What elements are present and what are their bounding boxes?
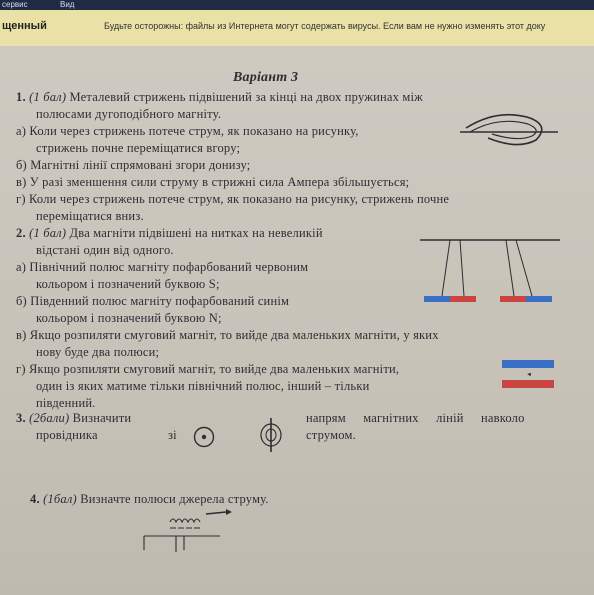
q3-points: (2бали) <box>29 411 70 425</box>
q4-number: 4. <box>30 492 40 506</box>
q3-text-right2: струмом. <box>306 428 356 442</box>
q2-text: Два магніти підвішені на нитках на невеликій <box>69 226 323 240</box>
horseshoe-magnet <box>466 115 542 145</box>
q2-number: 2. <box>16 226 26 240</box>
current-dot-icon <box>191 424 217 450</box>
q2-text-cont: відстані один від одного. <box>36 243 174 257</box>
q2-option-c: в) Якщо розпиляти смуговий магніт, то вийде два маленьких магніти, у яких <box>16 328 439 342</box>
q1-points: (1 бал) <box>29 90 67 104</box>
protected-view-label: щенный <box>2 20 47 32</box>
q2-option-d-cont: один із яких матиме тільки північний полюс, інший – тільки <box>36 379 370 393</box>
horseshoe-magnet-figure <box>458 112 568 152</box>
q3-text-left3: зі <box>168 428 177 442</box>
protected-view-message: Будьте осторожны: файлы из Интернета могут содержать вирусы. Если вам не нужно изменять этот доку <box>104 21 546 31</box>
q2-option-a-cont: кольором і позначений буквою S; <box>36 277 220 291</box>
magnet-right-red <box>500 296 526 302</box>
compass-needle <box>206 512 226 514</box>
q3-text-right: напрям магнітних ліній навколо <box>306 411 525 425</box>
q1-line1 <box>16 90 423 105</box>
q2-points: (1 бал) <box>29 226 67 240</box>
q1-option-a-cont: стрижень почне переміщатися вгору; <box>36 141 241 155</box>
q1-option-d-cont: переміщатися вниз. <box>36 209 144 223</box>
suspended-magnets-figure <box>420 238 560 308</box>
q2-option-d-cont2: південний. <box>36 396 96 410</box>
coil-circuit-figure <box>140 506 250 556</box>
q2-option-b: б) Південний полюс магніту пофарбований синім <box>16 294 290 308</box>
q1-text-cont: полюсами дугоподібного магніту. <box>36 107 222 121</box>
variant-heading: Варіант 3 <box>233 70 299 85</box>
q2-line1 <box>16 226 323 241</box>
conductor-coil-figure <box>256 418 286 452</box>
svg-text:◄: ◄ <box>526 372 532 378</box>
q1-option-c: в) У разі зменшення сили струму в стрижні сила Ампера збільшується; <box>16 175 410 189</box>
q3-text-left: Визначити <box>72 411 132 425</box>
q1-option-a: а) Коли через стрижень потече струм, як показано на рисунку, <box>16 124 359 138</box>
q2-option-d: г) Якщо розпиляти смуговий магніт, то вийде два маленьких магніти, <box>16 362 400 376</box>
q3-text-left2: провідника <box>36 428 98 442</box>
magnet-left-blue <box>424 296 450 302</box>
menu-service[interactable]: сервис <box>2 0 28 9</box>
protected-view-bar <box>0 10 594 47</box>
q3-line1 <box>16 411 131 426</box>
q2-option-b-cont: кольором і позначений буквою N; <box>36 311 222 325</box>
magnet-piece-blue <box>502 360 554 368</box>
bar-magnet-pieces-figure <box>500 354 560 394</box>
magnet-right-blue <box>526 296 552 302</box>
magnet-piece-red <box>502 380 554 388</box>
q1-option-b: б) Магнітні лінії спрямовані згори донизу; <box>16 158 251 172</box>
q2-option-a: а) Північний полюс магніту пофарбований червоним <box>16 260 309 274</box>
q4-text: Визначте полюси джерела струму. <box>80 492 269 506</box>
q1-option-d: г) Коли через стрижень потече струм, як показано на рисунку, стрижень почне <box>16 192 450 206</box>
magnet-left-red <box>450 296 476 302</box>
q4-line <box>30 492 269 507</box>
q1-text: Металевий стрижень підвішений за кінці на двох пружинах між <box>69 90 423 104</box>
document-page <box>0 46 594 595</box>
q3-number: 3. <box>16 411 26 425</box>
q4-points: (1бал) <box>43 492 77 506</box>
q2-option-c-cont: нову буде два полюси; <box>36 345 160 359</box>
menu-bar <box>0 0 594 10</box>
q1-number: 1. <box>16 90 26 104</box>
menu-view[interactable]: Вид <box>60 0 75 9</box>
